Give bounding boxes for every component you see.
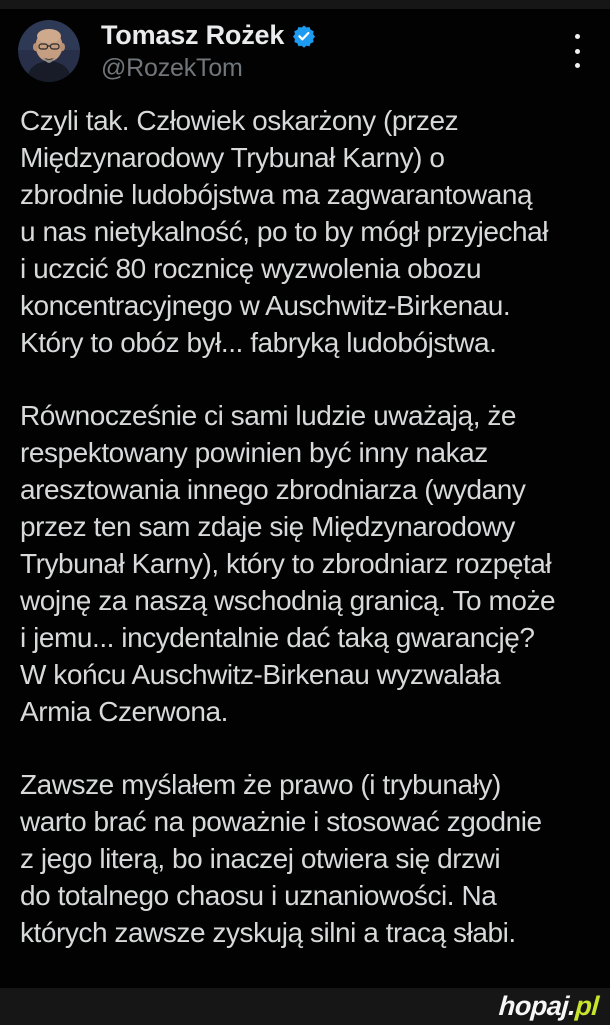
tweet-paragraph [20,766,596,951]
tweet-line: i jemu... incydentalnie dać taką gwarancję? [20,622,535,653]
display-name[interactable] [101,20,316,51]
verified-badge-icon [292,24,316,48]
identity-block [101,20,316,84]
tweet-line: których zawsze zyskują silni a tracą słabi. [20,917,516,948]
tweet-line: Równocześnie ci sami ludzie uważają, że [20,400,517,431]
avatar[interactable] [18,20,80,82]
tweet-line: i uczcić 80 rocznicę wyzwolenia obozu [20,253,482,284]
top-strip [0,0,610,9]
tweet-line: wojnę za naszą wschodnią granicą. To może [20,585,556,616]
kebab-dot [575,49,580,54]
more-options-button[interactable] [566,34,588,68]
watermark-site: hopaj. [497,991,577,1021]
tweet-line: W końcu Auschwitz-Birkenau wyzwalała [20,659,501,690]
kebab-dot [575,63,580,68]
tweet-line: Trybunał Karny), który to zbrodniarz rozpętał [20,548,552,579]
display-name-text: Tomasz Rożek [101,20,285,50]
tweet-line: Który to obóz był... fabryką ludobójstwa. [20,327,497,358]
tweet-line: Armia Czerwona. [20,696,228,727]
tweet-line: koncentracyjnego w Auschwitz-Birkenau. [20,290,511,321]
tweet-line: Zawsze myślałem że prawo (i trybunały) [20,769,501,800]
tweet-line: warto brać na poważnie i stosować zgodnie [20,806,542,837]
tweet-line: aresztowania innego zbrodniarza (wydany [20,474,526,505]
user-handle[interactable]: @RozekTom [101,54,243,82]
tweet-line: respektowany powinien być inny nakaz [20,437,488,468]
watermark-tld: pl [573,991,600,1021]
tweet-line: zbrodnie ludobójstwa ma zagwarantowaną [20,179,533,210]
tweet-line: Międzynarodowy Trybunał Karny) o [20,142,445,173]
tweet-paragraph [20,397,596,730]
tweet-text [20,102,596,1024]
tweet-line: u nas nietykalność, po to by mógł przyjechał [20,216,549,247]
watermark-strip [0,988,610,1025]
tweet-paragraph [20,102,596,361]
watermark [497,991,599,1022]
avatar-illustration [18,20,80,82]
tweet-line: do totalnego chaosu i uznaniowości. Na [20,880,497,911]
tweet-line: przez ten sam zdaje się Międzynarodowy [20,511,515,542]
kebab-dot [575,34,580,39]
tweet-line: z jego literą, bo inaczej otwiera się drzwi [20,843,501,874]
tweet-header [0,18,610,98]
tweet-line: Czyli tak. Człowiek oskarżony (przez [20,105,459,136]
